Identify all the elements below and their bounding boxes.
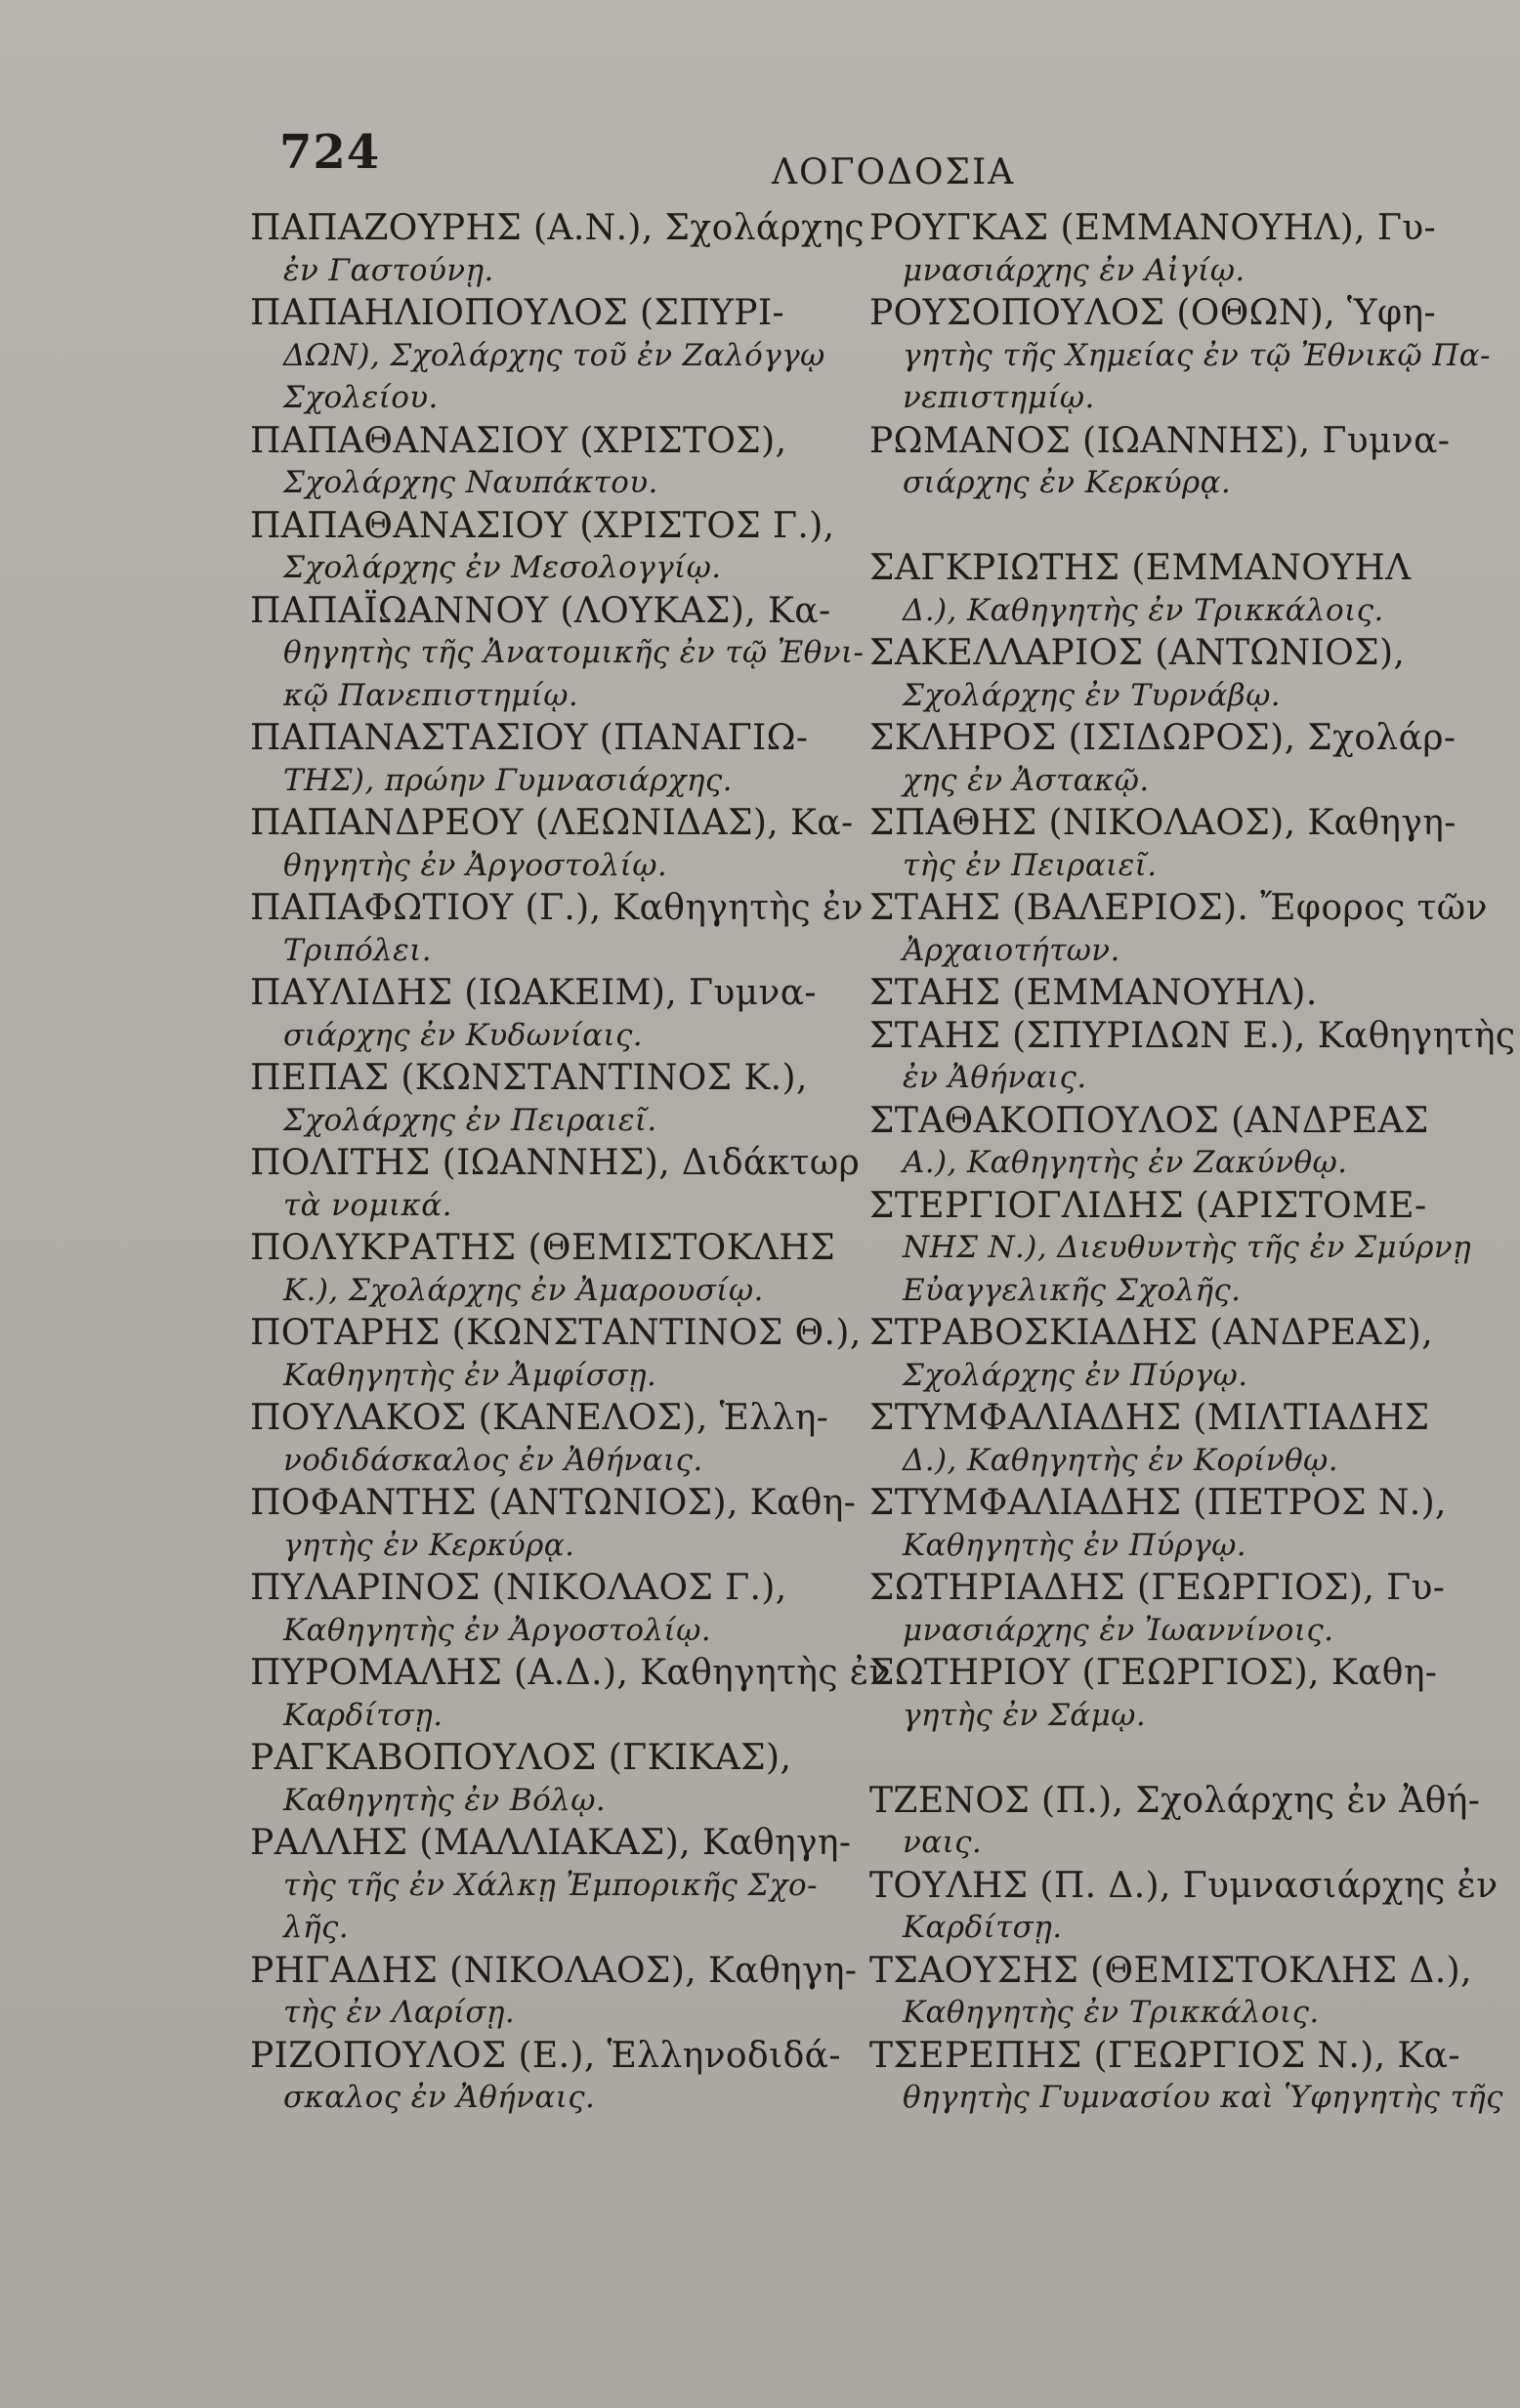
entry-name-line: ΤΟΥΛΗΣ (Π. Δ.), Γυμνασιάρχης ἐν [869, 1865, 1499, 1906]
directory-entry [250, 505, 856, 590]
entry-name-line: ΣΤΡΑΒΟΣΚΙΑΔΗΣ (ΑΝΔΡΕΑΣ), [869, 1313, 1434, 1353]
right-column [869, 207, 1516, 2120]
entry-name-line: ΠΕΠΑΣ (ΚΩΝΣΤΑΝΤΙΝΟΣ Κ.), [250, 1058, 808, 1098]
entry-detail-line: ἐν Ἀθήναις. [903, 1060, 1087, 1095]
entry-detail-line: Εὐαγγελικῆς Σχολῆς. [903, 1272, 1242, 1308]
entry-detail-line: μνασιάρχης ἐν Ἰωαννίνοις. [903, 1612, 1334, 1648]
directory-entry [869, 420, 1467, 505]
entry-name-line: ΤΣΕΡΕΠΗΣ (ΓΕΩΡΓΙΟΣ Ν.), Κα- [869, 2035, 1460, 2076]
entry-detail-line: νεπιστημίῳ. [903, 380, 1095, 415]
entry-detail-line: γητὴς ἐν Σάμῳ. [903, 1697, 1147, 1733]
entry-detail-line: μνασιάρχης ἐν Αἰγίῳ. [903, 252, 1246, 288]
directory-entry [250, 1312, 862, 1397]
entry-detail-line: Σχολείου. [283, 380, 439, 415]
entry-detail-line: τὴς ἐν Πειραιεῖ. [903, 847, 1158, 883]
entry-detail-line: Καθηγητὴς ἐν Βόλῳ. [283, 1782, 607, 1818]
directory-entry [869, 207, 1467, 292]
directory-entry [250, 420, 856, 505]
entry-detail-line: Τριπόλει. [283, 932, 432, 968]
directory-entry [250, 1567, 856, 1652]
directory-entry [869, 1185, 1472, 1313]
entry-detail-line: τὰ νομικά. [283, 1187, 452, 1223]
entry-detail-line: γητὴς τῆς Χημείας ἐν τῷ Ἐθνικῷ Πα- [903, 337, 1491, 373]
entry-name-line: ΡΑΛΛΗΣ (ΜΑΛΛΙΑΚΑΣ), Καθηγη- [250, 1823, 852, 1863]
entry-detail-line: θηγητὴς ἐν Ἀργοστολίῳ. [283, 847, 668, 883]
entry-detail-line: Σχολάρχης ἐν Πειραιεῖ. [283, 1102, 657, 1138]
directory-entry [869, 887, 1488, 972]
directory-entry [869, 717, 1467, 802]
directory-entry [869, 2035, 1503, 2120]
directory-entry [250, 972, 856, 1057]
blank-line [869, 505, 1467, 548]
entry-name-line: ΠΟΥΛΑΚΟΣ (ΚΑΝΕΛΟΣ), Ἑλλη- [250, 1398, 829, 1438]
entry-detail-line: τὴς ἐν Λαρίσῃ. [283, 1995, 516, 2030]
entry-name-line: ΣΤΥΜΦΑΛΙΑΔΗΣ (ΜΙΛΤΙΑΔΗΣ [869, 1398, 1430, 1438]
entry-name-line: ΣΩΤΗΡΙΟΥ (ΓΕΩΡΓΙΟΣ), Καθη- [869, 1653, 1438, 1693]
entry-name-line: ΣΤΑΗΣ (ΣΠΥΡΙΔΩΝ Ε.), Καθηγητὴς [869, 1015, 1516, 1056]
directory-entry [869, 1950, 1472, 2035]
directory-entry [250, 1227, 856, 1312]
entry-detail-line: Καθηγητὴς ἐν Τρικκάλοις. [903, 1995, 1320, 2030]
directory-entry [250, 1822, 856, 1950]
entry-name-line: ΠΟΦΑΝΤΗΣ (ΑΝΤΩΝΙΟΣ), Καθη- [250, 1483, 857, 1523]
entry-name-line: ΠΟΛΥΚΡΑΤΗΣ (ΘΕΜΙΣΤΟΚΛΗΣ [250, 1228, 835, 1268]
directory-entry [869, 1780, 1481, 1865]
left-column [250, 207, 891, 2120]
entry-detail-line: Σχολάρχης ἐν Πύργῳ. [903, 1357, 1248, 1393]
entry-name-line: ΣΑΚΕΛΛΑΡΙΟΣ (ΑΝΤΩΝΙΟΣ), [869, 633, 1406, 673]
entry-detail-line: ναις. [903, 1825, 983, 1860]
entry-detail-line: Α.), Καθηγητὴς ἐν Ζακύνθῳ. [903, 1145, 1348, 1180]
directory-entry [869, 1567, 1467, 1652]
entry-detail-line: σιάρχης ἐν Κερκύρᾳ. [903, 465, 1232, 500]
entry-name-line: ΠΑΥΛΙΔΗΣ (ΙΩΑΚΕΙΜ), Γυμνα- [250, 973, 817, 1013]
entry-detail-line: Καρδίτσῃ. [903, 1910, 1063, 1945]
entry-name-line: ΡΟΥΣΟΠΟΥΛΟΣ (ΟΘΩΝ), Ὑφη- [869, 293, 1437, 333]
entry-detail-line: τὴς τῆς ἐν Χάλκῃ Ἐμπορικῆς Σχο- [283, 1867, 818, 1903]
entry-detail-line: Καρδίτσῃ. [283, 1697, 443, 1733]
entry-name-line: ΡΑΓΚΑΒΟΠΟΥΛΟΣ (ΓΚΙΚΑΣ), [250, 1738, 792, 1778]
directory-entry [869, 1100, 1467, 1185]
directory-entry [869, 292, 1491, 420]
entry-name-line: ΡΟΥΓΚΑΣ (ΕΜΜΑΝΟΥΗΛ), Γυ- [869, 208, 1437, 248]
entry-name-line: ΣΠΑΘΗΣ (ΝΙΚΟΛΑΟΣ), Καθηγη- [869, 803, 1457, 843]
directory-entry [250, 292, 856, 420]
entry-name-line: ΠΑΠΑΝΑΣΤΑΣΙΟΥ (ΠΑΝΑΓΙΩ- [250, 718, 809, 758]
entry-name-line: ΠΥΡΟΜΑΛΗΣ (Α.Δ.), Καθηγητὴς ἐν [250, 1653, 891, 1693]
directory-entry [250, 1652, 891, 1737]
entry-detail-line: Δ.), Καθηγητὴς ἐν Κορίνθῳ. [903, 1442, 1338, 1478]
entry-name-line: ΠΑΠΑΗΛΙΟΠΟΥΛΟΣ (ΣΠΥΡΙ- [250, 293, 785, 333]
directory-entry [869, 802, 1467, 887]
entry-detail-line: Ἀρχαιοτήτων. [903, 932, 1120, 968]
entry-detail-line: λῆς. [283, 1910, 350, 1945]
directory-entry [869, 972, 1467, 1015]
entry-detail-line: Δ.), Καθηγητὴς ἐν Τρικκάλοις. [903, 592, 1384, 628]
entry-name-line: ΠΑΠΑΘΑΝΑΣΙΟΥ (ΧΡΙΣΤΟΣ Γ.), [250, 505, 835, 546]
directory-entry [869, 1397, 1467, 1482]
entry-detail-line: σιάρχης ἐν Κυδωνίαις. [283, 1017, 644, 1053]
directory-entry [250, 1482, 856, 1567]
entry-detail-line: ἐν Γαστούνῃ. [283, 252, 494, 288]
directory-entry [250, 1397, 856, 1482]
entry-name-line: ΠΑΠΑΖΟΥΡΗΣ (Α.Ν.), Σχολάρχης [250, 208, 865, 248]
directory-entry [250, 2035, 856, 2120]
entry-detail-line: χης ἐν Ἀστακῷ. [903, 762, 1150, 798]
entry-name-line: ΣΩΤΗΡΙΑΔΗΣ (ΓΕΩΡΓΙΟΣ), Γυ- [869, 1568, 1446, 1608]
entry-detail-line: Καθηγητὴς ἐν Ἀργοστολίῳ. [283, 1612, 712, 1648]
entry-name-line: ΡΩΜΑΝΟΣ (ΙΩΑΝΝΗΣ), Γυμνα- [869, 420, 1451, 461]
page-number: 724 [279, 125, 381, 180]
directory-entry [869, 1015, 1516, 1100]
entry-name-line: ΣΚΛΗΡΟΣ (ΙΣΙΔΩΡΟΣ), Σχολάρ- [869, 718, 1457, 758]
entry-name-line: ΠΑΠΑΝΔΡΕΟΥ (ΛΕΩΝΙΔΑΣ), Κα- [250, 803, 854, 843]
directory-entry [250, 1057, 856, 1142]
entry-detail-line: θηγητὴς τῆς Ἀνατομικῆς ἐν τῷ Ἐθνι- [283, 635, 865, 670]
directory-entry [869, 1652, 1467, 1737]
entry-name-line: ΠΑΠΑΪΩΑΝΝΟΥ (ΛΟΥΚΑΣ), Κα- [250, 590, 831, 631]
directory-entry [869, 547, 1467, 632]
entry-detail-line: ΤΗΣ), πρώην Γυμνασιάρχης. [283, 762, 733, 798]
entry-detail-line: κῷ Πανεπιστημίῳ. [283, 677, 579, 713]
directory-entry [869, 632, 1467, 717]
entry-detail-line: σκαλος ἐν Ἀθήναις. [283, 2080, 596, 2115]
entry-name-line: ΠΑΠΑΦΩΤΙΟΥ (Γ.), Καθηγητὴς ἐν [250, 888, 864, 928]
entry-name-line: ΠΟΤΑΡΗΣ (ΚΩΝΣΤΑΝΤΙΝΟΣ Θ.), [250, 1313, 862, 1353]
directory-entry [250, 590, 865, 718]
entry-name-line: ΠΑΠΑΘΑΝΑΣΙΟΥ (ΧΡΙΣΤΟΣ), [250, 420, 787, 461]
blank-line [869, 1737, 1467, 1780]
entry-name-line: ΣΤΑΗΣ (ΒΑΛΕΡΙΟΣ). Ἔφορος τῶν [869, 888, 1488, 928]
entry-detail-line: Σχολάρχης Ναυπάκτου. [283, 465, 658, 500]
entry-detail-line: Σχολάρχης ἐν Τυρνάβῳ. [903, 677, 1282, 713]
entry-detail-line: θηγητὴς Γυμνασίου καὶ Ὑφηγητὴς τῆς [903, 2080, 1503, 2115]
directory-entry [250, 1950, 856, 2035]
directory-entry [869, 1482, 1467, 1567]
directory-entry [250, 1737, 856, 1822]
entry-detail-line: Καθηγητὴς ἐν Πύργῳ. [903, 1527, 1247, 1563]
entry-name-line: ΡΙΖΟΠΟΥΛΟΣ (Ε.), Ἑλληνοδιδά- [250, 2035, 841, 2076]
entry-detail-line: γητὴς ἐν Κερκύρᾳ. [283, 1527, 575, 1563]
entry-name-line: ΠΟΛΙΤΗΣ (ΙΩΑΝΝΗΣ), Διδάκτωρ [250, 1143, 861, 1183]
entry-detail-line: ΝΗΣ Ν.), Διευθυντὴς τῆς ἐν Σμύρνῃ [903, 1230, 1472, 1265]
entry-detail-line: Καθηγητὴς ἐν Ἀμφίσσῃ. [283, 1357, 657, 1393]
entry-detail-line: Κ.), Σχολάρχης ἐν Ἀμαρουσίῳ. [283, 1272, 764, 1308]
running-head: ΛΟΓΟΔΟΣΙΑ [772, 152, 1016, 192]
entry-detail-line: Σχολάρχης ἐν Μεσολογγίῳ. [283, 550, 722, 585]
directory-entry [250, 1142, 861, 1227]
entry-name-line: ΣΤΥΜΦΑΛΙΑΔΗΣ (ΠΕΤΡΟΣ Ν.), [869, 1483, 1447, 1523]
directory-entry [250, 717, 856, 802]
entry-name-line: ΣΤΕΡΓΙΟΓΛΙΔΗΣ (ΑΡΙΣΤΟΜΕ- [869, 1185, 1427, 1226]
directory-entry [869, 1312, 1467, 1397]
entry-name-line: ΤΖΕΝΟΣ (Π.), Σχολάρχης ἐν Ἀθή- [869, 1780, 1481, 1821]
entry-name-line: ΤΣΑΟΥΣΗΣ (ΘΕΜΙΣΤΟΚΛΗΣ Δ.), [869, 1950, 1472, 1991]
entry-name-line: ΠΥΛΑΡΙΝΟΣ (ΝΙΚΟΛΑΟΣ Γ.), [250, 1568, 787, 1608]
entry-name-line: ΣΤΑΘΑΚΟΠΟΥΛΟΣ (ΑΝΔΡΕΑΣ [869, 1100, 1429, 1141]
directory-entry [250, 802, 856, 887]
entry-detail-line: ΔΩΝ), Σχολάρχης τοῦ ἐν Ζαλόγγῳ [283, 337, 825, 373]
directory-entry [250, 887, 864, 972]
entry-name-line: ΣΑΓΚΡΙΩΤΗΣ (ΕΜΜΑΝΟΥΗΛ [869, 548, 1412, 588]
entry-name-line: ΡΗΓΑΔΗΣ (ΝΙΚΟΛΑΟΣ), Καθηγη- [250, 1950, 858, 1991]
directory-entry [250, 207, 865, 292]
entry-detail-line: νοδιδάσκαλος ἐν Ἀθήναις. [283, 1442, 703, 1478]
entry-name-line: ΣΤΑΗΣ (ΕΜΜΑΝΟΥΗΛ). [869, 973, 1318, 1013]
directory-entry [869, 1865, 1499, 1950]
